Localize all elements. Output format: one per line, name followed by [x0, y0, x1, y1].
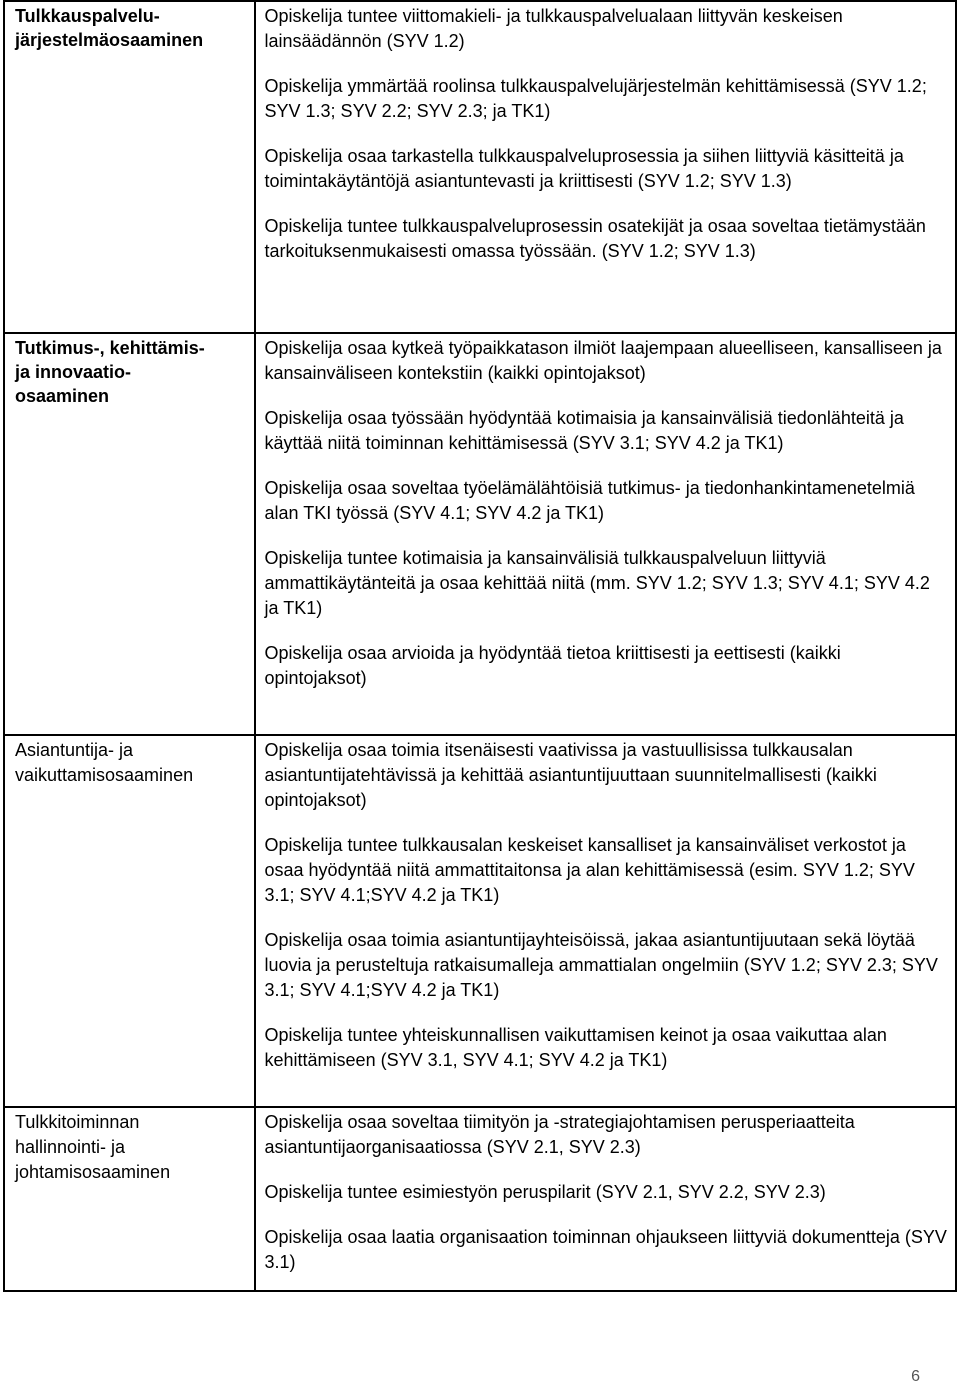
category-title: Asiantuntija- ja vaikuttamisosaaminen [15, 740, 194, 785]
objective-ref: (SYV 2.1, SYV 2.3) [486, 1137, 641, 1157]
objective-ref: (SYV 1.2) [386, 31, 465, 51]
category-cell [4, 1107, 255, 1291]
objectives-cell [255, 1, 956, 333]
objective-ref: (kaikki opintojaksot) [264, 765, 877, 810]
objective-ref: (SYV 2.1, SYV 2.2, SYV 2.3) [595, 1182, 826, 1202]
objective-item: Opiskelija osaa tarkastella tulkkauspalveluprosessia ja siihen liittyviä käsitteitä ja toimintakäytäntöjä asiantuntevasti ja kriittisesti (SYV 1.2; SYV 1.3) [264, 146, 904, 191]
objective-list [256, 334, 955, 697]
objective-item: Opiskelija tuntee viittomakieli- ja tulkkauspalvelualaan liittyvän keskeisen lainsäädännön (SYV 1.2) [264, 6, 843, 51]
category-title: Tutkimus-, kehittämis- ja innovaatio- osaaminen [15, 338, 205, 406]
objective-ref: (SYV 4.1; SYV 4.2 ja TK1) [393, 503, 605, 523]
objectives-cell [255, 735, 956, 1107]
category-title: Tulkkauspalvelu- järjestelmäosaaminen [15, 6, 204, 50]
objective-item: Opiskelija tuntee tulkkauspalveluprosessin osatekijät ja osaa soveltaa tietämystään tarkoituksenmukaisesti omassa työssään. (SYV 1.2; SYV 1.3) [264, 216, 926, 261]
table-row [4, 735, 956, 1107]
objective-item: Opiskelija osaa työssään hyödyntää kotimaisia ja kansainvälisiä tiedonlähteitä ja käyttää niitä toiminnan kehittämisessä (SYV 3.1; SYV 4.2 ja TK1) [264, 408, 904, 453]
table-row [4, 1, 956, 333]
objective-ref: (kaikki opintojaksot) [264, 643, 841, 688]
category-cell [4, 1, 255, 333]
objectives-cell [255, 333, 956, 735]
category-title: Tulkkitoiminnan hallinnointi- ja johtamisosaaminen [15, 1112, 171, 1182]
objective-item: Opiskelija tuntee kotimaisia ja kansainvälisiä tulkkauspalveluun liittyviä ammattikäytänteitä ja osaa kehittää niitä (mm. SYV 1.2; SYV 1.3; SYV 4.1; SYV 4.2 ja TK1) [264, 548, 930, 618]
objective-ref: (SYV 3.1, SYV 4.1; SYV 4.2 ja TK1) [380, 1050, 668, 1070]
objective-ref: (SYV 1.2; SYV 1.3) [601, 241, 756, 261]
objective-item: Opiskelija osaa toimia asiantuntijayhteisöissä, jakaa asiantuntijuutaan sekä löytää luovia ja perusteltuja ratkaisumalleja ammattialan ongelmiin (SYV 1.2; SYV 2.3; SYV 3.1; SYV 4.1;SYV 4.2 ja TK1) [264, 930, 938, 1000]
objective-item: Opiskelija osaa toimia itsenäisesti vaativissa ja vastuullisissa tulkkausalan asiantuntijatehtävissä ja kehittää asiantuntijuuttaan suunnitelmallisesti (kaikki opintojaksot) [264, 740, 877, 810]
objective-ref: (kaikki opintojaksot) [487, 363, 646, 383]
objective-ref: (SYV 3.1) [264, 1227, 947, 1272]
objective-list [256, 1108, 955, 1281]
page-number: 6 [911, 1368, 920, 1385]
objective-ref: (SYV 1.2; SYV 2.3; SYV 3.1; SYV 4.1;SYV 4.2 ja TK1) [264, 955, 938, 1000]
objective-ref: (esim. SYV 1.2; SYV 3.1; SYV 4.1;SYV 4.2 ja TK1) [264, 860, 915, 905]
objective-item: Opiskelija osaa arvioida ja hyödyntää tietoa kriittisesti ja eettisesti (kaikki opintojaksot) [264, 643, 841, 688]
objective-item: Opiskelija tuntee tulkkausalan keskeiset kansalliset ja kansainväliset verkostot ja osaa hyödyntää niitä ammattitaitonsa ja alan kehittämisessä (esim. SYV 1.2; SYV 3.1; SYV 4.1;SYV 4.2 ja TK1) [264, 835, 915, 905]
table-row [4, 333, 956, 735]
objective-item: Opiskelija osaa kytkeä työpaikkatason ilmiöt laajempaan alueelliseen, kansalliseen ja kansainväliseen kontekstiin (kaikki opintojaksot) [264, 338, 942, 383]
category-cell [4, 333, 255, 735]
objective-item: Opiskelija tuntee yhteiskunnallisen vaikuttamisen keinot ja osaa vaikuttaa alan kehittämiseen (SYV 3.1, SYV 4.1; SYV 4.2 ja TK1) [264, 1025, 887, 1070]
curriculum-table [3, 0, 957, 1292]
objective-ref: (SYV 3.1; SYV 4.2 ja TK1) [572, 433, 784, 453]
objective-item: Opiskelija osaa soveltaa työelämälähtöisiä tutkimus- ja tiedonhankintamenetelmiä alan TKI työssä (SYV 4.1; SYV 4.2 ja TK1) [264, 478, 915, 523]
objective-list [256, 2, 955, 270]
objective-list [256, 736, 955, 1079]
objective-ref: (SYV 1.2; SYV 1.3) [637, 171, 792, 191]
objective-ref: (mm. SYV 1.2; SYV 1.3; SYV 4.1; SYV 4.2 ja TK1) [264, 573, 930, 618]
table-row [4, 1107, 956, 1291]
objective-item: Opiskelija tuntee esimiestyön peruspilarit (SYV 2.1, SYV 2.2, SYV 2.3) [264, 1182, 826, 1202]
category-cell [4, 735, 255, 1107]
objectives-cell [255, 1107, 956, 1291]
objective-item: Opiskelija ymmärtää roolinsa tulkkauspalvelujärjestelmän kehittämisessä (SYV 1.2; SYV 1.3; SYV 2.2; SYV 2.3; ja TK1) [264, 76, 927, 121]
objective-item: Opiskelija osaa soveltaa tiimityön ja -strategiajohtamisen perusperiaatteita asiantuntijaorganisaatiossa (SYV 2.1, SYV 2.3) [264, 1112, 855, 1157]
objective-ref: (SYV 1.2; SYV 1.3; SYV 2.2; SYV 2.3; ja TK1) [264, 76, 927, 121]
objective-item: Opiskelija osaa laatia organisaation toiminnan ohjaukseen liittyviä dokumentteja (SYV 3.1) [264, 1227, 947, 1272]
